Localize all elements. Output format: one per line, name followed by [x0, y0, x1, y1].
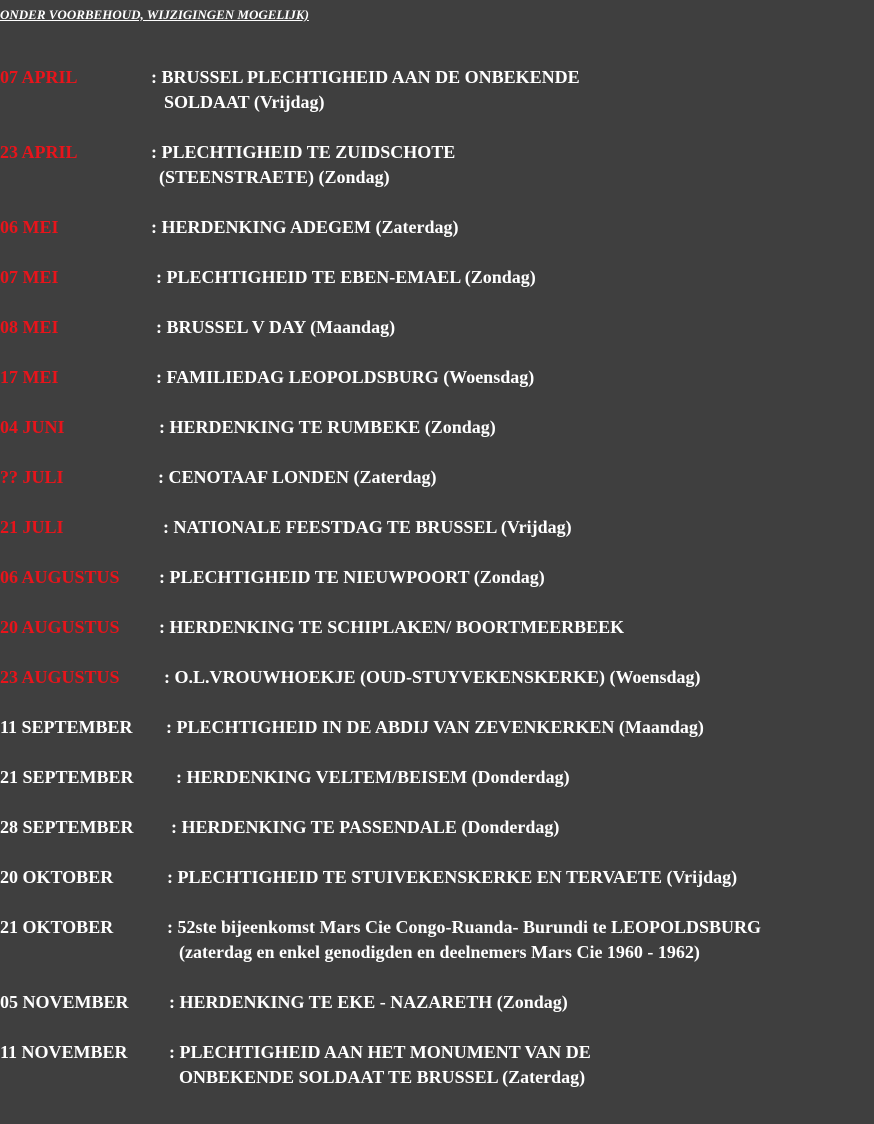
- event-row: [0, 415, 874, 465]
- event-date: 06 AUGUSTUS: [0, 567, 120, 587]
- event-description: [167, 915, 761, 965]
- event-row: [0, 615, 874, 665]
- event-date: 17 MEI: [0, 367, 59, 387]
- event-description-line1: : PLECHTIGHEID AAN HET MONUMENT VAN DE: [169, 1042, 591, 1062]
- event-description-line1: : PLECHTIGHEID TE EBEN-EMAEL (Zondag): [156, 267, 536, 287]
- event-row: [0, 1040, 874, 1090]
- event-description: [159, 565, 545, 590]
- event-description: [151, 65, 580, 115]
- event-row: [0, 665, 874, 715]
- event-description: [156, 265, 536, 290]
- event-date: 21 JULI: [0, 517, 64, 537]
- event-description-line1: : HERDENKING TE SCHIPLAKEN/ BOORTMEERBEEK: [159, 617, 625, 637]
- event-row: [0, 715, 874, 765]
- event-row: [0, 865, 874, 915]
- event-description: [159, 415, 496, 440]
- event-row: [0, 815, 874, 865]
- event-description: [158, 465, 436, 490]
- event-description-line1: : 52ste bijeenkomst Mars Cie Congo-Ruanda- Burundi te LEOPOLDSBURG: [167, 917, 762, 937]
- event-description: [156, 365, 534, 390]
- event-description-line1: : HERDENKING TE RUMBEKE (Zondag): [159, 417, 496, 437]
- event-row: [0, 265, 874, 315]
- event-row: [0, 915, 874, 965]
- event-description-line1: : BRUSSEL PLECHTIGHEID AAN DE ONBEKENDE: [151, 67, 580, 87]
- event-date: 11 SEPTEMBER: [0, 717, 133, 737]
- event-row: [0, 65, 874, 115]
- event-date: 28 SEPTEMBER: [0, 817, 134, 837]
- event-description-line2: SOLDAAT (Vrijdag): [164, 92, 325, 112]
- event-description: [164, 665, 701, 690]
- event-date: 04 JUNI: [0, 417, 65, 437]
- event-date: 07 APRIL: [0, 67, 78, 87]
- event-description-line1: : HERDENKING TE EKE - NAZARETH (Zondag): [169, 992, 568, 1012]
- event-date: 07 MEI: [0, 267, 59, 287]
- event-description-line2: ONBEKENDE SOLDAAT TE BRUSSEL (Zaterdag): [179, 1067, 586, 1087]
- event-date: 21 OKTOBER: [0, 917, 114, 937]
- event-date: 23 AUGUSTUS: [0, 667, 120, 687]
- event-description-line1: : HERDENKING ADEGEM (Zaterdag): [151, 217, 459, 237]
- event-date: 08 MEI: [0, 317, 59, 337]
- notice-disclaimer: ONDER VOORBEHOUD, WIJZIGINGEN MOGELIJK): [0, 7, 309, 22]
- event-description-line1: : PLECHTIGHEID TE NIEUWPOORT (Zondag): [159, 567, 545, 587]
- event-row: [0, 515, 874, 565]
- event-description: [159, 615, 624, 640]
- event-description: [169, 990, 568, 1015]
- event-description-line1: : PLECHTIGHEID IN DE ABDIJ VAN ZEVENKERKEN (Maandag): [166, 717, 704, 737]
- event-description: [167, 865, 737, 890]
- event-row: [0, 465, 874, 515]
- event-date: 20 OKTOBER: [0, 867, 114, 887]
- event-description-line1: : FAMILIEDAG LEOPOLDSBURG (Woensdag): [156, 367, 535, 387]
- event-row: [0, 990, 874, 1040]
- event-date: ?? JULI: [0, 467, 64, 487]
- event-description: [171, 815, 559, 840]
- event-row: [0, 565, 874, 615]
- event-description-line1: : O.L.VROUWHOEKJE (OUD-STUYVEKENSKERKE) (Woensdag): [164, 667, 701, 687]
- event-description: [176, 765, 570, 790]
- event-description: [151, 140, 455, 190]
- event-description-line1: : HERDENKING TE PASSENDALE (Donderdag): [171, 817, 560, 837]
- event-description: [151, 215, 459, 240]
- event-date: 23 APRIL: [0, 142, 78, 162]
- event-description-line1: : PLECHTIGHEID TE STUIVEKENSKERKE EN TERVAETE (Vrijdag): [167, 867, 738, 887]
- event-description: [169, 1040, 591, 1090]
- event-description-line2: (STEENSTRAETE) (Zondag): [159, 167, 390, 187]
- event-description-line2: (zaterdag en enkel genodigden en deelnemers Mars Cie 1960 - 1962): [179, 942, 700, 962]
- event-description-line1: : BRUSSEL V DAY (Maandag): [156, 317, 396, 337]
- event-description-line1: : HERDENKING VELTEM/BEISEM (Donderdag): [176, 767, 570, 787]
- event-row: [0, 765, 874, 815]
- event-date: 06 MEI: [0, 217, 59, 237]
- event-description-line1: : CENOTAAF LONDEN (Zaterdag): [158, 467, 437, 487]
- event-description-line1: : PLECHTIGHEID TE ZUIDSCHOTE: [151, 142, 456, 162]
- event-description-line1: : NATIONALE FEESTDAG TE BRUSSEL (Vrijdag): [163, 517, 572, 537]
- event-row: [0, 215, 874, 265]
- event-description: [163, 515, 572, 540]
- event-description: [166, 715, 704, 740]
- event-description: [156, 315, 395, 340]
- event-row: [0, 315, 874, 365]
- event-date: 05 NOVEMBER: [0, 992, 129, 1012]
- event-row: [0, 140, 874, 190]
- event-row: [0, 365, 874, 415]
- event-date: 21 SEPTEMBER: [0, 767, 134, 787]
- event-date: 20 AUGUSTUS: [0, 617, 120, 637]
- event-date: 11 NOVEMBER: [0, 1042, 128, 1062]
